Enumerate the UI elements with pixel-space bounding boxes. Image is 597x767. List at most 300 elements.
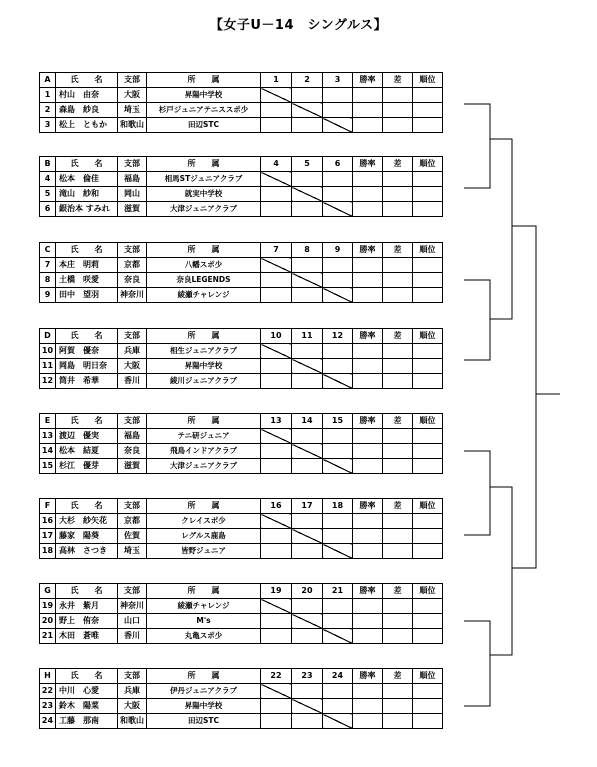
player-no: 12 (40, 374, 56, 389)
rank-cell (413, 514, 443, 529)
bracket-line-c (464, 280, 490, 319)
player-branch: 岡山 (118, 187, 147, 202)
win-rate-cell (353, 288, 383, 303)
group-label: H (40, 669, 56, 684)
rank-cell (413, 599, 443, 614)
player-affiliation: 丸亀スポ少 (147, 629, 261, 644)
diagonal-cell (292, 273, 323, 288)
result-cell (323, 514, 353, 529)
diff-header: 差 (383, 157, 413, 172)
result-cell (323, 529, 353, 544)
diff-cell (383, 699, 413, 714)
player-affiliation: 綾川ジュニアクラブ (147, 374, 261, 389)
player-affiliation: 大津ジュニアクラブ (147, 459, 261, 474)
group-label: C (40, 243, 56, 258)
diff-header: 差 (383, 499, 413, 514)
win-rate-cell (353, 359, 383, 374)
diagonal-cell (292, 529, 323, 544)
name-header: 氏 名 (56, 243, 118, 258)
result-cell (323, 429, 353, 444)
rank-cell (413, 699, 443, 714)
player-row (40, 118, 443, 133)
branch-header: 支部 (118, 243, 147, 258)
player-no: 8 (40, 273, 56, 288)
player-affiliation: 八幡スポ少 (147, 258, 261, 273)
group-header-row (40, 157, 443, 172)
result-cell (261, 187, 292, 202)
affiliation-header: 所 属 (147, 499, 261, 514)
player-branch: 兵庫 (118, 684, 147, 699)
diagonal-cell (323, 629, 353, 644)
group-label: D (40, 329, 56, 344)
group-header-row (40, 243, 443, 258)
rank-cell (413, 544, 443, 559)
match-num-1: 1 (261, 73, 292, 88)
rank-cell (413, 429, 443, 444)
player-branch: 香川 (118, 629, 147, 644)
diagonal-cell (323, 374, 353, 389)
bracket-line-b (464, 139, 490, 188)
rank-cell (413, 529, 443, 544)
player-name: 木田 蒼唯 (56, 629, 118, 644)
player-name: 阿賀 優奈 (56, 344, 118, 359)
player-no: 10 (40, 344, 56, 359)
result-cell (261, 288, 292, 303)
player-affiliation: 綾瀬チャレンジ (147, 288, 261, 303)
name-header: 氏 名 (56, 157, 118, 172)
result-cell (323, 599, 353, 614)
diagonal-cell (323, 714, 353, 729)
result-cell (261, 614, 292, 629)
player-no: 21 (40, 629, 56, 644)
branch-header: 支部 (118, 73, 147, 88)
bracket-line-a (464, 104, 490, 139)
player-no: 2 (40, 103, 56, 118)
group-table-4 (39, 413, 443, 474)
win-rate-cell (353, 714, 383, 729)
result-cell (261, 544, 292, 559)
rank-cell (413, 202, 443, 217)
bracket-line-abcd (512, 226, 536, 394)
diff-header: 差 (383, 243, 413, 258)
diff-cell (383, 258, 413, 273)
result-cell (323, 172, 353, 187)
branch-header: 支部 (118, 414, 147, 429)
match-num-2: 11 (292, 329, 323, 344)
match-num-1: 16 (261, 499, 292, 514)
diagonal-cell (292, 359, 323, 374)
result-cell (261, 629, 292, 644)
diff-header: 差 (383, 414, 413, 429)
rank-cell (413, 714, 443, 729)
result-cell (261, 118, 292, 133)
player-row (40, 714, 443, 729)
player-affiliation: 杉戸ジュニアテニススポ少 (147, 103, 261, 118)
rank-cell (413, 273, 443, 288)
result-cell (261, 103, 292, 118)
diagonal-cell (261, 172, 292, 187)
win-rate-header: 勝率 (353, 584, 383, 599)
bracket-line-h (464, 655, 490, 706)
win-rate-header: 勝率 (353, 73, 383, 88)
player-row (40, 529, 443, 544)
branch-header: 支部 (118, 157, 147, 172)
match-num-2: 2 (292, 73, 323, 88)
group-header-row (40, 414, 443, 429)
rank-header: 順位 (413, 584, 443, 599)
result-cell (292, 544, 323, 559)
win-rate-header: 勝率 (353, 157, 383, 172)
diff-cell (383, 374, 413, 389)
player-name: 永井 紫月 (56, 599, 118, 614)
rank-cell (413, 288, 443, 303)
result-cell (323, 344, 353, 359)
diff-cell (383, 614, 413, 629)
diagonal-cell (323, 544, 353, 559)
player-row (40, 202, 443, 217)
diff-cell (383, 118, 413, 133)
win-rate-header: 勝率 (353, 499, 383, 514)
player-row (40, 172, 443, 187)
match-num-3: 15 (323, 414, 353, 429)
player-affiliation: M's (147, 614, 261, 629)
win-rate-header: 勝率 (353, 243, 383, 258)
match-num-1: 10 (261, 329, 292, 344)
win-rate-cell (353, 88, 383, 103)
result-cell (323, 187, 353, 202)
group-header-row (40, 329, 443, 344)
diff-header: 差 (383, 73, 413, 88)
group-label: E (40, 414, 56, 429)
result-cell (261, 374, 292, 389)
win-rate-cell (353, 684, 383, 699)
result-cell (292, 599, 323, 614)
diff-cell (383, 288, 413, 303)
player-name: 松本 結夏 (56, 444, 118, 459)
player-affiliation: 大津ジュニアクラブ (147, 202, 261, 217)
diagonal-cell (261, 514, 292, 529)
player-no: 13 (40, 429, 56, 444)
diagonal-cell (323, 288, 353, 303)
match-num-2: 23 (292, 669, 323, 684)
player-branch: 神奈川 (118, 599, 147, 614)
diff-cell (383, 529, 413, 544)
result-cell (292, 514, 323, 529)
rank-cell (413, 118, 443, 133)
player-row (40, 444, 443, 459)
group-table-2 (39, 242, 443, 303)
rank-cell (413, 172, 443, 187)
diff-cell (383, 714, 413, 729)
result-cell (292, 429, 323, 444)
result-cell (323, 273, 353, 288)
diff-cell (383, 599, 413, 614)
bracket-line-f (464, 487, 490, 535)
player-branch: 福島 (118, 429, 147, 444)
rank-cell (413, 258, 443, 273)
player-no: 7 (40, 258, 56, 273)
bracket-line-g (464, 621, 490, 655)
player-row (40, 103, 443, 118)
player-branch: 奈良 (118, 444, 147, 459)
player-name: 岡島 明日奈 (56, 359, 118, 374)
player-branch: 山口 (118, 614, 147, 629)
player-name: 村山 由奈 (56, 88, 118, 103)
diff-header: 差 (383, 329, 413, 344)
player-row (40, 514, 443, 529)
result-cell (261, 444, 292, 459)
group-label: A (40, 73, 56, 88)
result-cell (292, 288, 323, 303)
affiliation-header: 所 属 (147, 669, 261, 684)
player-affiliation: 昇陽中学校 (147, 699, 261, 714)
player-affiliation: クレイスポ少 (147, 514, 261, 529)
player-name: 藤家 陽葵 (56, 529, 118, 544)
win-rate-cell (353, 103, 383, 118)
result-cell (323, 88, 353, 103)
player-branch: 福島 (118, 172, 147, 187)
player-row (40, 187, 443, 202)
bracket-line-d (464, 319, 490, 360)
player-name: 本庄 明莉 (56, 258, 118, 273)
result-cell (292, 118, 323, 133)
win-rate-cell (353, 202, 383, 217)
diff-cell (383, 429, 413, 444)
rank-cell (413, 444, 443, 459)
player-name: 銀治本 すみれ (56, 202, 118, 217)
result-cell (323, 359, 353, 374)
diagonal-cell (292, 614, 323, 629)
player-name: 野上 侑奈 (56, 614, 118, 629)
player-no: 19 (40, 599, 56, 614)
win-rate-cell (353, 187, 383, 202)
diff-cell (383, 544, 413, 559)
player-branch: 埼玉 (118, 544, 147, 559)
win-rate-cell (353, 258, 383, 273)
rank-cell (413, 374, 443, 389)
branch-header: 支部 (118, 499, 147, 514)
group-table-6 (39, 583, 443, 644)
diff-cell (383, 88, 413, 103)
player-no: 14 (40, 444, 56, 459)
match-num-3: 9 (323, 243, 353, 258)
group-table-1 (39, 156, 443, 217)
player-name: 杉江 優芽 (56, 459, 118, 474)
diff-cell (383, 359, 413, 374)
player-branch: 奈良 (118, 273, 147, 288)
player-affiliation: 田辺STC (147, 118, 261, 133)
win-rate-cell (353, 344, 383, 359)
player-branch: 京都 (118, 514, 147, 529)
affiliation-header: 所 属 (147, 329, 261, 344)
player-branch: 埼玉 (118, 103, 147, 118)
group-header-row (40, 499, 443, 514)
match-num-1: 4 (261, 157, 292, 172)
result-cell (261, 699, 292, 714)
match-num-1: 13 (261, 414, 292, 429)
player-affiliation: 綾瀬チャレンジ (147, 599, 261, 614)
player-affiliation: 皆野ジュニア (147, 544, 261, 559)
rank-header: 順位 (413, 73, 443, 88)
player-branch: 神奈川 (118, 288, 147, 303)
rank-header: 順位 (413, 243, 443, 258)
diff-cell (383, 514, 413, 529)
diff-cell (383, 202, 413, 217)
player-no: 23 (40, 699, 56, 714)
player-affiliation: 就実中学校 (147, 187, 261, 202)
player-affiliation: テニ研ジュニア (147, 429, 261, 444)
diagonal-cell (261, 88, 292, 103)
player-branch: 和歌山 (118, 714, 147, 729)
diagonal-cell (292, 187, 323, 202)
diagonal-cell (292, 103, 323, 118)
rank-header: 順位 (413, 414, 443, 429)
match-num-2: 5 (292, 157, 323, 172)
rank-cell (413, 344, 443, 359)
player-no: 24 (40, 714, 56, 729)
group-label: F (40, 499, 56, 514)
player-no: 5 (40, 187, 56, 202)
win-rate-cell (353, 529, 383, 544)
page-title: 【女子U－14 シングルス】 (209, 18, 388, 33)
name-header: 氏 名 (56, 499, 118, 514)
result-cell (323, 258, 353, 273)
rank-header: 順位 (413, 329, 443, 344)
win-rate-cell (353, 273, 383, 288)
player-name: 土橋 咲愛 (56, 273, 118, 288)
player-name: 滝山 紗和 (56, 187, 118, 202)
match-num-1: 19 (261, 584, 292, 599)
win-rate-cell (353, 514, 383, 529)
player-branch: 大阪 (118, 359, 147, 374)
bracket-line-ab (490, 139, 512, 226)
player-row (40, 459, 443, 474)
player-row (40, 599, 443, 614)
result-cell (292, 714, 323, 729)
result-cell (323, 103, 353, 118)
diff-header: 差 (383, 584, 413, 599)
rank-header: 順位 (413, 499, 443, 514)
group-header-row (40, 73, 443, 88)
bracket-line-e (464, 451, 490, 487)
diagonal-cell (323, 118, 353, 133)
affiliation-header: 所 属 (147, 157, 261, 172)
result-cell (261, 714, 292, 729)
result-cell (292, 172, 323, 187)
player-affiliation: 相生ジュニアクラブ (147, 344, 261, 359)
result-cell (292, 459, 323, 474)
match-num-3: 24 (323, 669, 353, 684)
player-affiliation: 田辺STC (147, 714, 261, 729)
match-num-2: 17 (292, 499, 323, 514)
player-no: 22 (40, 684, 56, 699)
player-name: 松本 倫佳 (56, 172, 118, 187)
player-row (40, 374, 443, 389)
player-row (40, 344, 443, 359)
win-rate-cell (353, 374, 383, 389)
player-no: 15 (40, 459, 56, 474)
player-row (40, 614, 443, 629)
diff-cell (383, 629, 413, 644)
result-cell (292, 258, 323, 273)
diff-cell (383, 103, 413, 118)
player-affiliation: 伊丹ジュニアクラブ (147, 684, 261, 699)
affiliation-header: 所 属 (147, 73, 261, 88)
match-num-3: 3 (323, 73, 353, 88)
rank-cell (413, 103, 443, 118)
group-table-3 (39, 328, 443, 389)
rank-cell (413, 187, 443, 202)
player-row (40, 359, 443, 374)
rank-cell (413, 88, 443, 103)
player-no: 4 (40, 172, 56, 187)
diff-cell (383, 459, 413, 474)
branch-header: 支部 (118, 584, 147, 599)
match-num-3: 21 (323, 584, 353, 599)
result-cell (323, 684, 353, 699)
player-no: 17 (40, 529, 56, 544)
match-num-2: 14 (292, 414, 323, 429)
diagonal-cell (261, 684, 292, 699)
result-cell (292, 374, 323, 389)
result-cell (261, 273, 292, 288)
branch-header: 支部 (118, 329, 147, 344)
result-cell (261, 459, 292, 474)
player-branch: 滋賀 (118, 459, 147, 474)
rank-header: 順位 (413, 157, 443, 172)
name-header: 氏 名 (56, 73, 118, 88)
diagonal-cell (261, 344, 292, 359)
player-no: 3 (40, 118, 56, 133)
player-branch: 京都 (118, 258, 147, 273)
player-branch: 兵庫 (118, 344, 147, 359)
player-branch: 大阪 (118, 699, 147, 714)
win-rate-cell (353, 629, 383, 644)
player-row (40, 699, 443, 714)
win-rate-cell (353, 429, 383, 444)
group-label: B (40, 157, 56, 172)
diagonal-cell (261, 599, 292, 614)
bracket-line-gh (490, 568, 512, 655)
player-name: 森島 紗良 (56, 103, 118, 118)
result-cell (261, 529, 292, 544)
player-name: 松上 ともか (56, 118, 118, 133)
win-rate-cell (353, 172, 383, 187)
player-branch: 大阪 (118, 88, 147, 103)
win-rate-header: 勝率 (353, 414, 383, 429)
player-branch: 和歌山 (118, 118, 147, 133)
player-affiliation: 相馬STジュニアクラブ (147, 172, 261, 187)
group-table-7 (39, 668, 443, 729)
player-affiliation: 飛鳥インドアクラブ (147, 444, 261, 459)
player-affiliation: レグルス鹿島 (147, 529, 261, 544)
match-num-3: 6 (323, 157, 353, 172)
player-no: 11 (40, 359, 56, 374)
diff-cell (383, 172, 413, 187)
branch-header: 支部 (118, 669, 147, 684)
match-num-1: 22 (261, 669, 292, 684)
rank-cell (413, 684, 443, 699)
diff-cell (383, 273, 413, 288)
result-cell (292, 88, 323, 103)
result-cell (261, 202, 292, 217)
result-cell (323, 614, 353, 629)
rank-cell (413, 459, 443, 474)
win-rate-header: 勝率 (353, 669, 383, 684)
bracket-line-cd (490, 226, 512, 319)
name-header: 氏 名 (56, 329, 118, 344)
player-branch: 滋賀 (118, 202, 147, 217)
